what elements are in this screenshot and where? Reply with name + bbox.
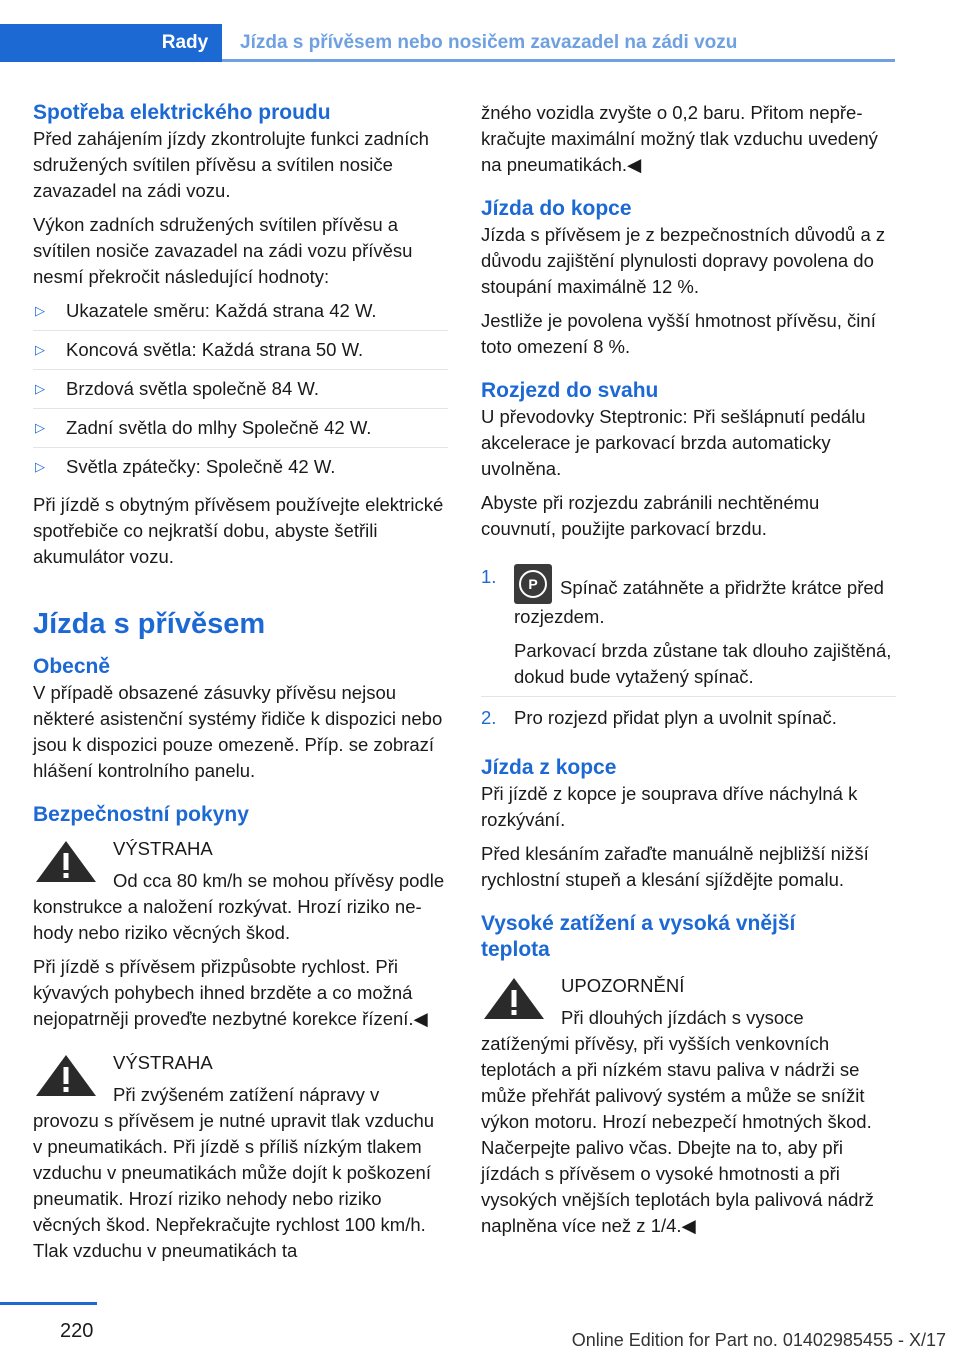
power-paragraph-1: Před zahájením jízdy zkontrolujte funkci zadních sdružených svítilen přívěsu a svítilen nosiče zavazadel na zádi vozu. xyxy=(33,128,429,201)
general-heading: Obecně xyxy=(33,655,111,678)
warning-triangle-icon xyxy=(33,1052,99,1098)
parking-brake-icon xyxy=(514,564,552,604)
power-paragraph-3: Při jízdě s obytným přívěsem používejte elektrické spotřebiče co nejkratší dobu, abyste šetřili akumulátor vozu. xyxy=(33,494,444,567)
list-item xyxy=(33,337,448,370)
triangle-bullet-icon: ▷ xyxy=(35,342,45,357)
slope-start-heading: Rozjezd do svahu xyxy=(481,379,659,402)
triangle-bullet-icon: ▷ xyxy=(35,420,45,435)
right-column xyxy=(481,100,896,1247)
warning-text: Od cca 80 km/h se mohou přívěsy podle konstrukce a naložení rozkývat. Hrozí riziko nehody nebo riziko věcných škod. xyxy=(33,870,445,943)
left-column xyxy=(33,100,448,1272)
list-item-text: Zadní světla do mlhy Společně 42 W. xyxy=(66,417,372,438)
header-divider xyxy=(222,59,895,62)
uphill-heading: Jízda do kopce xyxy=(481,197,632,220)
header-accent-block xyxy=(0,24,148,62)
uphill-paragraph-2: Jestliže je povolena vyšší hmotnost přívěsu, činí toto omezení 8 %. xyxy=(481,310,876,357)
steps-list xyxy=(481,564,896,737)
general-paragraph: V případě obsazené zásuvky přívěsu nejsou některé asistenční systémy řidiče k dispozici nebo jsou k dispozici pouze omezeně. Příp. se zobrazí hlášení kontrolního panelu. xyxy=(33,682,443,781)
step-item xyxy=(481,564,896,697)
list-item-text: Světla zpátečky: Společně 42 W. xyxy=(66,456,336,477)
list-item xyxy=(33,415,448,448)
step-number: 2. xyxy=(481,707,497,728)
triangle-bullet-icon: ▷ xyxy=(35,381,45,396)
uphill-paragraph-1: Jízda s přívěsem je z bezpečnostních důvodů a z důvodu zajištění plynulosti dopravy povolena do stoupání maximálně 12 %. xyxy=(481,224,886,297)
power-heading: Spotřeba elektrického proudu xyxy=(33,101,331,124)
slope-paragraph-1: U převodovky Steptronic: Při sešlápnutí pedálu akcelerace je parkovací brzda automaticky uvolněna. xyxy=(481,406,866,479)
warning-text-2: Při jízdě s přívěsem přizpůsobte rychlost. Při kývavých pohybech ihned brzděte a co možná nejopatrněji proveďte nezbytné korekce řízení.◀ xyxy=(33,956,428,1029)
power-paragraph-2: Výkon zadních sdružených svítilen přívěsu a svítilen nosiče zavazadel na zádi vozu přívěsu nesmí překročit následující hodnoty: xyxy=(33,214,413,287)
step-text: Pro rozjezd přidat plyn a uvolnit spínač. xyxy=(514,707,837,728)
downhill-paragraph-2: Před klesáním zařaďte manuálně nejbližší nižší rychlostní stupeň a klesání sjíždějte pomalu. xyxy=(481,843,869,890)
step-number: 1. xyxy=(481,566,497,587)
slope-paragraph-2: Abyste při rozjezdu zabránili nechtěnému couvnutí, použijte parkovací brzdu. xyxy=(481,492,820,539)
warning-block-2 xyxy=(33,1050,448,1264)
notice-text: Při dlouhých jízdách s vysoce zatíženými přívěsy, při vyšších venkovních teplotách a při nízkém stavu paliva v nádrži se může přehřát palivový systém a může se snížit výkon motoru. Hrozí nebezpečí hmotných škod. Načerpejte palivo včas. Dbejte na to, aby při jízdách s přívěsem o vysoké hmotnosti a při vysokých vnějších teplotách byla palivová nádrž naplněna více než z 1/4.◀ xyxy=(481,1007,874,1236)
list-item xyxy=(33,454,448,486)
safety-heading: Bezpečnostní pokyny xyxy=(33,803,249,826)
step-subtext: Parkovací brzda zůstane tak dlouho zajištěná, dokud bude vytažený spínač. xyxy=(514,640,892,687)
notice-label: UPOZORNĚNÍ xyxy=(561,975,685,996)
warning-label: VÝSTRAHA xyxy=(113,1052,213,1073)
warning-label: VÝSTRAHA xyxy=(113,838,213,859)
list-item-text: Brzdová světla společně 84 W. xyxy=(66,378,319,399)
warning-text: Při zvýšeném zatížení nápravy v provozu s přívěsem je nutné upravit tlak vzduchu v pneumatikách. Při jízdě s příliš nízkým tlakem vzduchu v pneumatikách může dojít k poškození pneumatik. Hrozí riziko nehody nebo riziko věcných škod. Nepřekračujte rychlost 100 km/h. Tlak vzduchu v pneumatikách ta xyxy=(33,1084,435,1261)
step-text: Spínač zatáhněte a přidržte krátce před rozjezdem. xyxy=(514,577,884,627)
page-header xyxy=(0,24,895,62)
list-item xyxy=(33,298,448,331)
page-number: 220 xyxy=(60,1320,94,1342)
list-item xyxy=(33,376,448,409)
warning-block-1 xyxy=(33,836,448,1032)
triangle-bullet-icon: ▷ xyxy=(35,459,45,474)
power-limits-list xyxy=(33,298,448,486)
footer-divider xyxy=(0,1302,97,1305)
step-item xyxy=(481,705,896,737)
footer-edition: Online Edition for Part no. 01402985455 - X/17 xyxy=(571,1330,946,1350)
triangle-bullet-icon: ▷ xyxy=(35,303,45,318)
header-section-label: Rady xyxy=(148,24,222,62)
list-item-text: Ukazatele směru: Každá strana 42 W. xyxy=(66,300,377,321)
downhill-paragraph-1: Při jízdě z kopce je souprava dříve náchylná k rozkývání. xyxy=(481,783,858,830)
heat-heading: Vysoké zatížení a vysoká vnější teplota xyxy=(481,912,796,961)
header-chapter-title: Jízda s přívěsem nebo nosičem zavazadel na zádi vozu xyxy=(240,32,738,53)
continued-paragraph: žného vozidla zvyšte o 0,2 baru. Přitom nepřekračujte maximální možný tlak vzduchu uvedený na pneumatikách.◀ xyxy=(481,102,878,175)
trailer-chapter-heading: Jízda s přívěsem xyxy=(33,608,266,640)
list-item-text: Koncová světla: Každá strana 50 W. xyxy=(66,339,364,360)
parking-brake-glyph: P xyxy=(519,570,547,598)
warning-triangle-icon xyxy=(33,838,99,884)
notice-block xyxy=(481,973,896,1239)
downhill-heading: Jízda z kopce xyxy=(481,756,617,779)
warning-triangle-icon xyxy=(481,975,547,1021)
